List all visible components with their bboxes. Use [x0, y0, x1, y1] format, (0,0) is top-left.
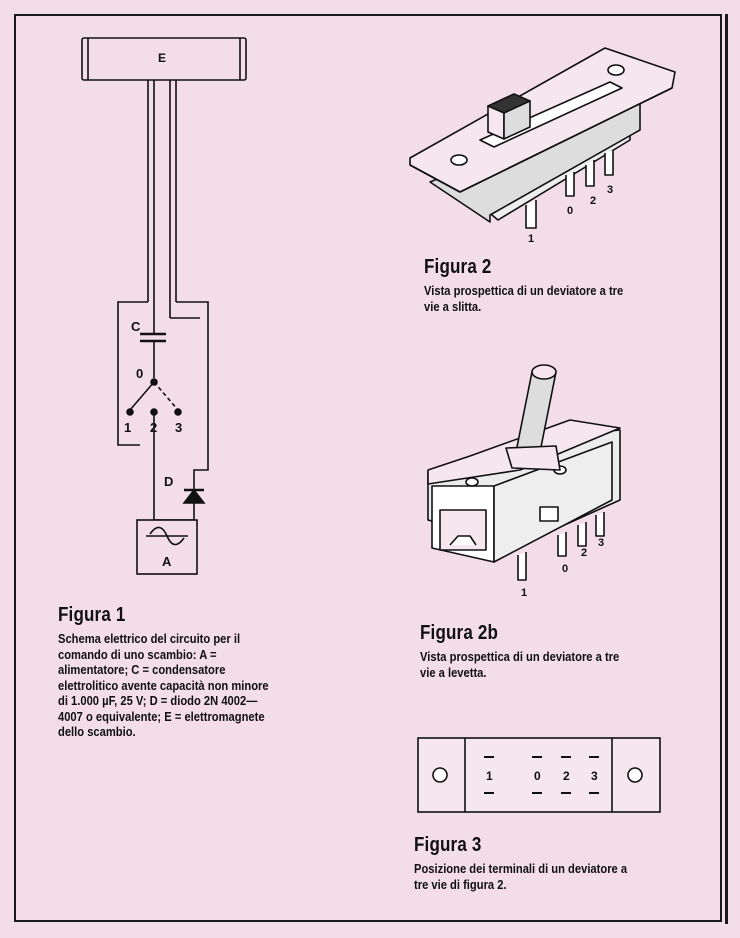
- figure3-description: Posizione dei terminali di un deviatore a tre vie di figura 2.: [414, 861, 628, 892]
- figure1-description: Schema elettrico del circuito per il comando di uno scambio: A = alimentatore; C = condensatore elettrolitico avente capacità non minore di 1.000 µF, 25 V; D = diodo 2N 4002—4007 o equivalente; E = elettromagnete dello scambio.: [58, 631, 269, 739]
- label-0: 0: [136, 366, 144, 381]
- figure2b-description: Vista prospettica di un deviatore a tre vie a levetta.: [420, 649, 620, 680]
- figure2b-title: Figura 2b: [420, 622, 499, 644]
- fig3-label-3: 3: [591, 769, 598, 783]
- figure3-title: Figura 3: [414, 834, 482, 856]
- figure1-title: Figura 1: [58, 604, 126, 626]
- label-a: A: [162, 554, 172, 569]
- fig2b-label-0: 0: [562, 563, 569, 575]
- label-d: D: [164, 474, 174, 489]
- figure2b-caption: [420, 622, 670, 680]
- fig2-label-1: 1: [528, 233, 535, 245]
- figure2-title: Figura 2: [424, 256, 492, 278]
- fig2-label-0: 0: [567, 205, 574, 217]
- label-1: 1: [124, 420, 132, 435]
- label-e: E: [158, 51, 167, 65]
- label-2: 2: [150, 420, 158, 435]
- fig3-label-2: 2: [563, 769, 570, 783]
- figure1-caption: [58, 604, 308, 740]
- fig2b-label-1: 1: [521, 587, 528, 599]
- figure3-caption: [414, 834, 664, 892]
- fig3-label-0: 0: [534, 769, 541, 783]
- label-c: C: [131, 319, 141, 334]
- label-3: 3: [175, 420, 183, 435]
- fig2-label-2: 2: [590, 195, 597, 207]
- fig2b-label-2: 2: [581, 547, 588, 559]
- fig2b-label-3: 3: [598, 537, 605, 549]
- fig3-label-1: 1: [486, 769, 493, 783]
- figure2-description: Vista prospettica di un deviatore a tre vie a slitta.: [424, 283, 624, 314]
- figure2-caption: [424, 256, 674, 314]
- fig2-label-3: 3: [607, 184, 614, 196]
